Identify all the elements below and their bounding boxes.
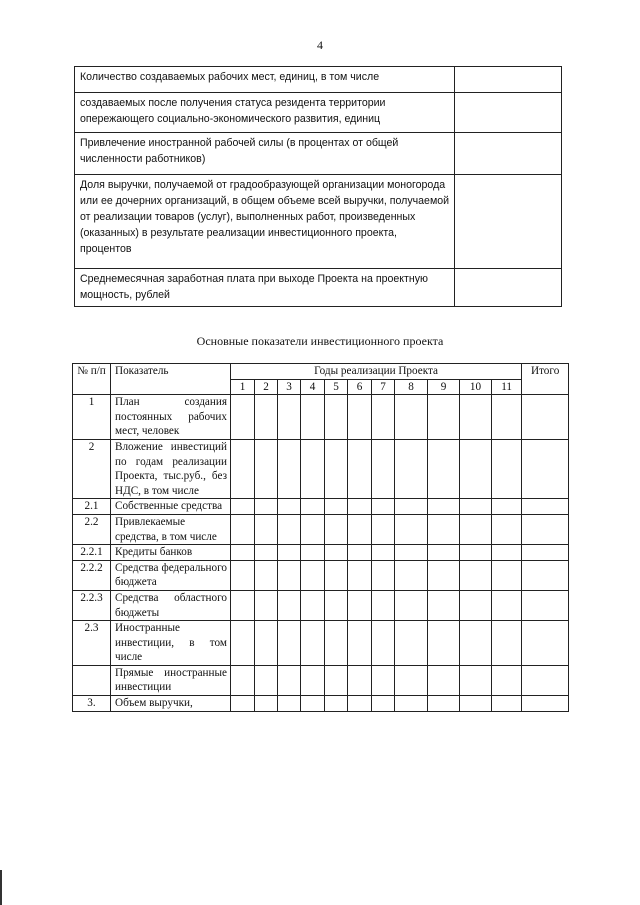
year-value-cell[interactable]: [372, 395, 395, 440]
year-value-cell[interactable]: [231, 665, 255, 695]
indicator-label: создаваемых после получения статуса резидента территории опережающего социально-экономического развития, единиц: [75, 93, 455, 133]
year-header: 5: [325, 379, 348, 395]
indicator-label: Объем выручки,: [111, 696, 231, 712]
year-value-cell[interactable]: [492, 395, 522, 440]
year-value-cell[interactable]: [278, 514, 301, 544]
year-header: 1: [231, 379, 255, 395]
year-value-cell[interactable]: [372, 590, 395, 620]
year-value-cell[interactable]: [428, 665, 460, 695]
total-value-cell[interactable]: [522, 395, 569, 440]
year-value-cell[interactable]: [460, 545, 492, 561]
year-value-cell[interactable]: [325, 439, 348, 498]
year-value-cell[interactable]: [255, 395, 278, 440]
year-value-cell[interactable]: [460, 395, 492, 440]
indicator-label: Средства федерального бюджета: [111, 560, 231, 590]
table-row: [75, 67, 562, 93]
value-cell[interactable]: [455, 133, 562, 175]
row-number: [73, 665, 111, 695]
indicator-label: Собственные средства: [111, 499, 231, 515]
indicator-label: Среднемесячная заработная плата при выходе Проекта на проектную мощность, рублей: [75, 269, 455, 307]
total-value-cell[interactable]: [522, 545, 569, 561]
indicator-label: Кредиты банков: [111, 545, 231, 561]
number-column-header: № п/п: [73, 364, 111, 395]
year-value-cell[interactable]: [428, 395, 460, 440]
row-number: 1: [73, 395, 111, 440]
year-value-cell[interactable]: [231, 696, 255, 712]
year-value-cell[interactable]: [492, 545, 522, 561]
year-value-cell[interactable]: [395, 499, 428, 515]
year-value-cell[interactable]: [372, 514, 395, 544]
year-value-cell[interactable]: [460, 665, 492, 695]
value-cell[interactable]: [455, 67, 562, 93]
year-value-cell[interactable]: [278, 665, 301, 695]
table-row: [73, 621, 569, 666]
year-value-cell[interactable]: [460, 696, 492, 712]
investment-indicators-table: [72, 363, 569, 712]
year-value-cell[interactable]: [492, 696, 522, 712]
table-row: [75, 93, 562, 133]
year-value-cell[interactable]: [348, 696, 372, 712]
year-value-cell[interactable]: [372, 545, 395, 561]
year-value-cell[interactable]: [278, 621, 301, 666]
year-value-cell[interactable]: [428, 590, 460, 620]
table-row: [73, 395, 569, 440]
year-value-cell[interactable]: [395, 439, 428, 498]
years-column-header: Годы реализации Проекта: [231, 364, 522, 380]
year-value-cell[interactable]: [301, 665, 325, 695]
year-header: 2: [255, 379, 278, 395]
row-number: 2: [73, 439, 111, 498]
row-number: 2.2.2: [73, 560, 111, 590]
year-value-cell[interactable]: [231, 621, 255, 666]
year-value-cell[interactable]: [395, 590, 428, 620]
year-value-cell[interactable]: [372, 696, 395, 712]
year-value-cell[interactable]: [278, 439, 301, 498]
year-value-cell[interactable]: [255, 621, 278, 666]
year-value-cell[interactable]: [348, 499, 372, 515]
year-value-cell[interactable]: [325, 560, 348, 590]
indicator-label: Прямые иностранные инвестиции: [111, 665, 231, 695]
year-header: 7: [372, 379, 395, 395]
year-value-cell[interactable]: [231, 590, 255, 620]
year-value-cell[interactable]: [301, 439, 325, 498]
year-value-cell[interactable]: [372, 499, 395, 515]
year-value-cell[interactable]: [348, 665, 372, 695]
indicator-label: Привлечение иностранной рабочей силы (в процентах от общей численности работников): [75, 133, 455, 175]
year-value-cell[interactable]: [255, 696, 278, 712]
year-value-cell[interactable]: [372, 560, 395, 590]
year-value-cell[interactable]: [492, 499, 522, 515]
year-value-cell[interactable]: [348, 439, 372, 498]
year-value-cell[interactable]: [348, 395, 372, 440]
year-value-cell[interactable]: [255, 439, 278, 498]
year-value-cell[interactable]: [460, 514, 492, 544]
year-value-cell[interactable]: [348, 514, 372, 544]
year-value-cell[interactable]: [395, 621, 428, 666]
year-value-cell[interactable]: [278, 545, 301, 561]
table-row: [73, 696, 569, 712]
year-value-cell[interactable]: [301, 560, 325, 590]
year-value-cell[interactable]: [255, 545, 278, 561]
year-value-cell[interactable]: [278, 395, 301, 440]
year-value-cell[interactable]: [428, 696, 460, 712]
year-value-cell[interactable]: [231, 545, 255, 561]
year-value-cell[interactable]: [325, 545, 348, 561]
table-row: [73, 499, 569, 515]
year-value-cell[interactable]: [301, 499, 325, 515]
total-value-cell[interactable]: [522, 499, 569, 515]
indicator-label: Иностранные инвестиции, в том числе: [111, 621, 231, 666]
year-value-cell[interactable]: [325, 696, 348, 712]
year-value-cell[interactable]: [492, 560, 522, 590]
value-cell[interactable]: [455, 93, 562, 133]
year-header: 8: [395, 379, 428, 395]
total-value-cell[interactable]: [522, 665, 569, 695]
year-value-cell[interactable]: [395, 665, 428, 695]
table-row: [73, 439, 569, 498]
year-value-cell[interactable]: [492, 514, 522, 544]
year-value-cell[interactable]: [460, 590, 492, 620]
year-value-cell[interactable]: [255, 499, 278, 515]
total-value-cell[interactable]: [522, 696, 569, 712]
year-value-cell[interactable]: [278, 590, 301, 620]
year-value-cell[interactable]: [348, 590, 372, 620]
row-number: 2.2.1: [73, 545, 111, 561]
year-value-cell[interactable]: [428, 560, 460, 590]
total-value-cell[interactable]: [522, 514, 569, 544]
table-row: [75, 269, 562, 307]
year-header: 3: [278, 379, 301, 395]
year-value-cell[interactable]: [460, 499, 492, 515]
year-value-cell[interactable]: [301, 590, 325, 620]
year-value-cell[interactable]: [278, 499, 301, 515]
year-value-cell[interactable]: [428, 514, 460, 544]
year-value-cell[interactable]: [255, 590, 278, 620]
year-value-cell[interactable]: [428, 545, 460, 561]
year-value-cell[interactable]: [301, 514, 325, 544]
year-value-cell[interactable]: [372, 665, 395, 695]
year-value-cell[interactable]: [395, 514, 428, 544]
year-value-cell[interactable]: [325, 499, 348, 515]
margin-line: [0, 870, 2, 905]
year-value-cell[interactable]: [348, 545, 372, 561]
year-value-cell[interactable]: [255, 514, 278, 544]
year-value-cell[interactable]: [301, 545, 325, 561]
indicator-label: План создания постоянных рабочих мест, человек: [111, 395, 231, 440]
table-row: [73, 560, 569, 590]
year-value-cell[interactable]: [460, 560, 492, 590]
header-row: [73, 364, 569, 380]
year-header: 9: [428, 379, 460, 395]
year-value-cell[interactable]: [325, 514, 348, 544]
total-value-cell[interactable]: [522, 621, 569, 666]
year-header: 6: [348, 379, 372, 395]
year-value-cell[interactable]: [395, 395, 428, 440]
row-number: 2.2: [73, 514, 111, 544]
year-value-cell[interactable]: [372, 439, 395, 498]
row-number: 2.1: [73, 499, 111, 515]
year-value-cell[interactable]: [301, 395, 325, 440]
summary-indicators-table: [74, 66, 562, 307]
table-row: [75, 175, 562, 269]
table-row: [73, 545, 569, 561]
table-row: [75, 133, 562, 175]
indicator-label: Доля выручки, получаемой от градообразующей организации моногорода или ее дочерних организаций, в общем объеме всей выручки, получаемой от реализации товаров (услуг), выполненных работ, произведенных (оказанных) в результате реализации инвестиционного проекта, процентов: [75, 175, 455, 269]
year-value-cell[interactable]: [428, 621, 460, 666]
total-column-header: Итого: [522, 364, 569, 395]
year-value-cell[interactable]: [278, 696, 301, 712]
year-value-cell[interactable]: [460, 621, 492, 666]
total-value-cell[interactable]: [522, 590, 569, 620]
year-value-cell[interactable]: [428, 499, 460, 515]
indicator-label: Привлекаемые средства, в том числе: [111, 514, 231, 544]
year-value-cell[interactable]: [325, 665, 348, 695]
year-value-cell[interactable]: [231, 514, 255, 544]
year-value-cell[interactable]: [492, 621, 522, 666]
year-value-cell[interactable]: [395, 696, 428, 712]
value-cell[interactable]: [455, 269, 562, 307]
page-number: 4: [317, 38, 323, 52]
indicator-column-header: Показатель: [111, 364, 231, 395]
year-value-cell[interactable]: [395, 560, 428, 590]
year-value-cell[interactable]: [492, 439, 522, 498]
table-row: [73, 514, 569, 544]
year-value-cell[interactable]: [372, 621, 395, 666]
total-value-cell[interactable]: [522, 439, 569, 498]
table-row: [73, 590, 569, 620]
value-cell[interactable]: [455, 175, 562, 269]
year-value-cell[interactable]: [325, 621, 348, 666]
year-value-cell[interactable]: [301, 696, 325, 712]
total-value-cell[interactable]: [522, 560, 569, 590]
year-header: 10: [460, 379, 492, 395]
year-value-cell[interactable]: [231, 439, 255, 498]
indicator-label: Количество создаваемых рабочих мест, единиц, в том числе: [75, 67, 455, 93]
year-value-cell[interactable]: [428, 439, 460, 498]
year-value-cell[interactable]: [231, 395, 255, 440]
row-number: 2.2.3: [73, 590, 111, 620]
year-value-cell[interactable]: [325, 395, 348, 440]
row-number: 3.: [73, 696, 111, 712]
year-header: 11: [492, 379, 522, 395]
year-header: 4: [301, 379, 325, 395]
table-row: [73, 665, 569, 695]
section-title: Основные показатели инвестиционного проекта: [196, 334, 444, 348]
year-value-cell[interactable]: [348, 621, 372, 666]
year-value-cell[interactable]: [395, 545, 428, 561]
year-value-cell[interactable]: [348, 560, 372, 590]
indicator-label: Вложение инвестиций по годам реализации Проекта, тыс.руб., без НДС, в том числе: [111, 439, 231, 498]
year-value-cell[interactable]: [255, 560, 278, 590]
indicator-label: Средства областного бюджеты: [111, 590, 231, 620]
year-value-cell[interactable]: [492, 590, 522, 620]
row-number: 2.3: [73, 621, 111, 666]
year-value-cell[interactable]: [255, 665, 278, 695]
year-value-cell[interactable]: [278, 560, 301, 590]
year-value-cell[interactable]: [325, 590, 348, 620]
year-value-cell[interactable]: [231, 560, 255, 590]
year-value-cell[interactable]: [301, 621, 325, 666]
year-value-cell[interactable]: [492, 665, 522, 695]
year-value-cell[interactable]: [460, 439, 492, 498]
year-value-cell[interactable]: [231, 499, 255, 515]
